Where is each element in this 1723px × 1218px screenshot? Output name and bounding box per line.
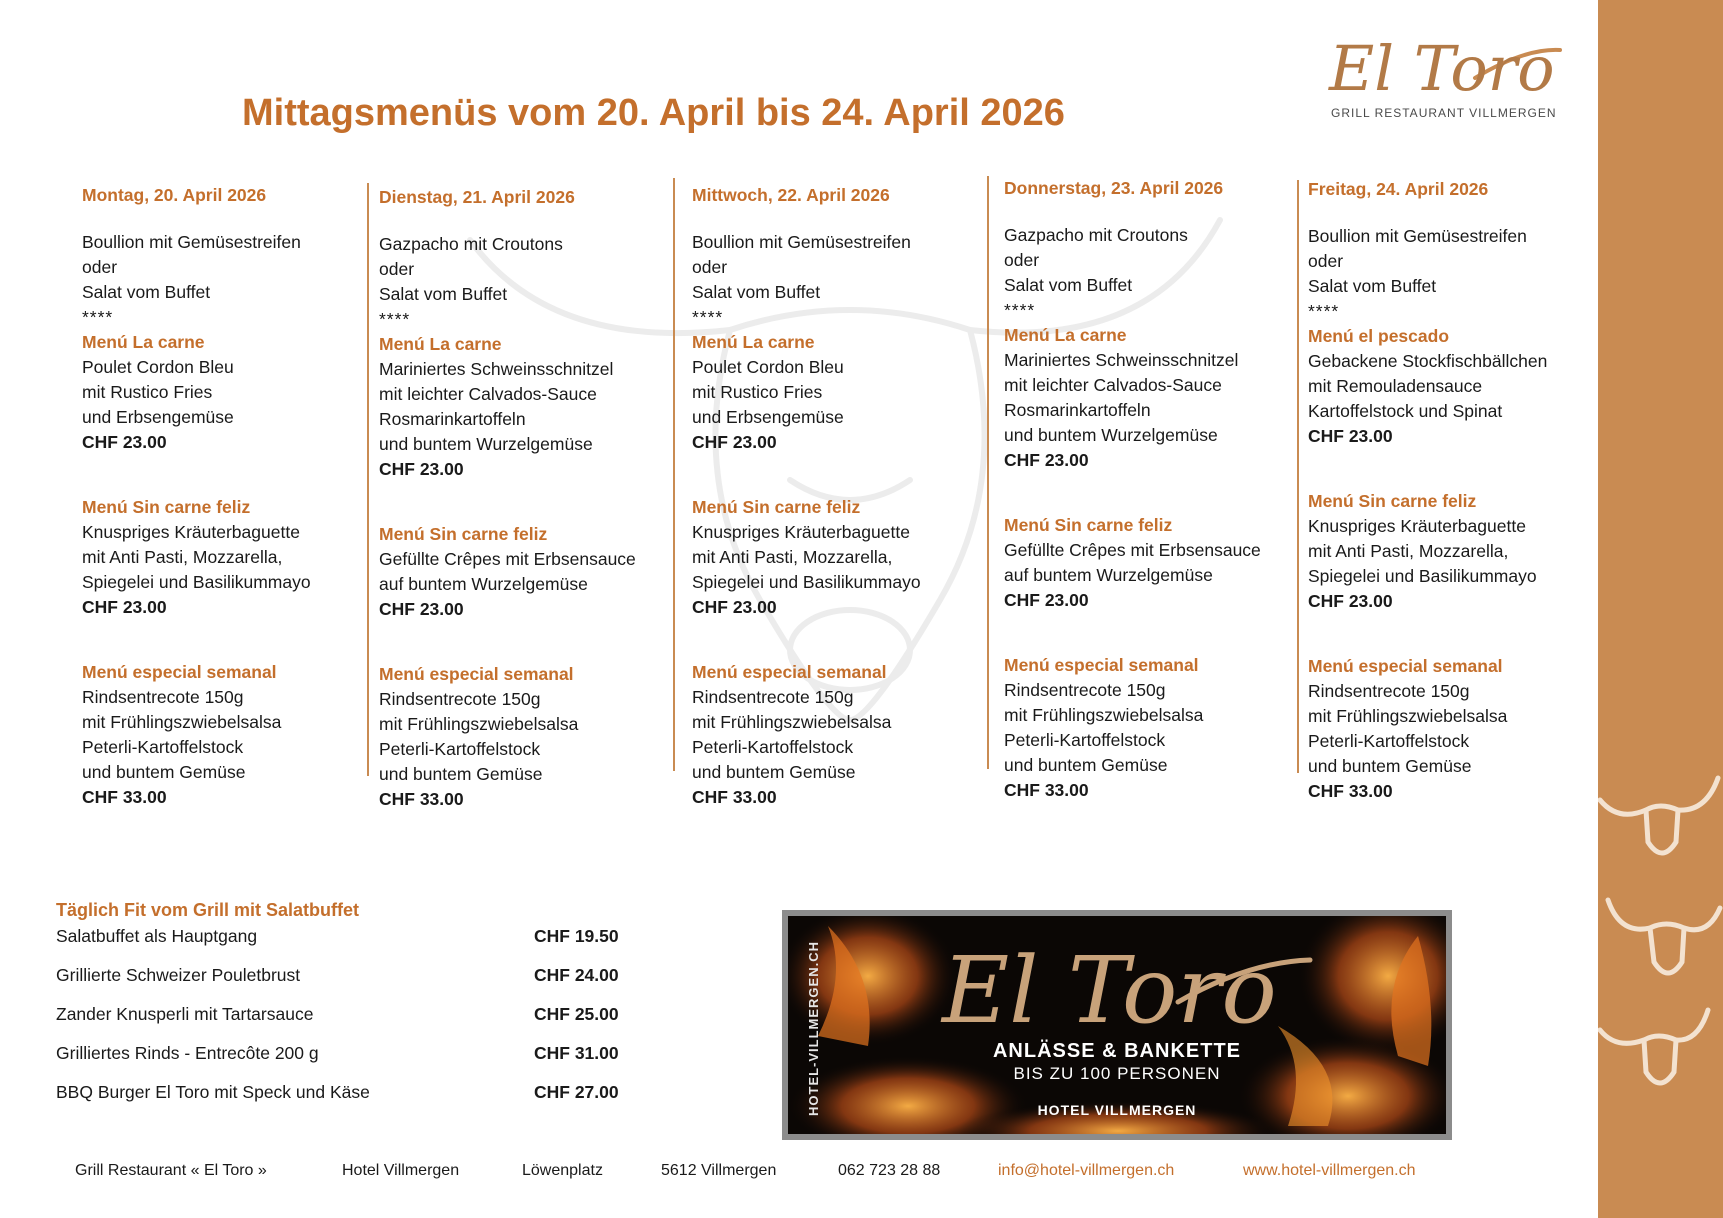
menu-line: mit Anti Pasti, Mozzarella, [1308,541,1509,561]
menu-line: mit Frühlingszwiebelsalsa [692,712,892,732]
menu-name: Menú el pescado [1308,326,1450,346]
column-divider [673,178,675,771]
menu-line: Spiegelei und Basilikummayo [692,572,921,592]
day-heading: Mittwoch, 22. April 2026 [692,185,890,205]
menu-line: Kartoffelstock und Spinat [1308,401,1503,421]
menu-line: mit Frühlingszwiebelsalsa [1308,706,1508,726]
banner-headline: ANLÄSSE & BANKETTE [992,1040,1241,1062]
menu-line: mit Remouladensauce [1308,376,1483,396]
menu-price: CHF 33.00 [692,787,777,807]
menu-line: Gefüllte Crêpes mit Erbsensauce [379,549,636,569]
svg-text:El Toro: El Toro [1329,32,1555,105]
menu-line: mit Frühlingszwiebelsalsa [1004,705,1204,725]
footer-email-link[interactable]: info@hotel-villmergen.ch [998,1162,1175,1179]
starter-line: Boullion mit Gemüsestreifen [692,232,911,252]
menu-line: Rindsentrecote 150g [379,689,541,709]
menu-line: Peterli-Kartoffelstock [1308,731,1470,751]
footer-web-link[interactable]: www.hotel-villmergen.ch [1243,1162,1416,1179]
menu-line: auf buntem Wurzelgemüse [379,574,588,594]
menu-line: Rindsentrecote 150g [1308,681,1470,701]
menu-line: Knuspriges Kräuterbaguette [82,522,300,542]
logo-subtitle: GRILL RESTAURANT VILLMERGEN [1331,106,1557,120]
fit-item-price: CHF 27.00 [534,1082,619,1102]
day-column-thursday [1004,176,1294,803]
logo-script [1325,28,1565,108]
column-divider [1297,180,1299,773]
banner-logo-script [938,922,1318,1042]
fit-item-label: BBQ Burger El Toro mit Speck und Käse [56,1082,370,1102]
menu-line: Peterli-Kartoffelstock [379,739,541,759]
starter-line: oder [379,259,415,279]
banner-website: HOTEL-VILLMERGEN.CH [806,941,821,1116]
course-separator: **** [1308,301,1340,321]
menu-price: CHF 23.00 [82,597,167,617]
spacer [1308,449,1598,489]
menu-price: CHF 23.00 [379,459,464,479]
spacer [1004,613,1294,653]
menu-line: Mariniertes Schweinsschnitzel [379,359,614,379]
fit-section-title: Täglich Fit vom Grill mit Salatbuffet [56,900,360,920]
menu-name: Menú Sin carne feliz [379,524,548,544]
menu-line: Gebackene Stockfischbällchen [1308,351,1548,371]
starter-line: Boullion mit Gemüsestreifen [82,232,301,252]
menu-price: CHF 23.00 [1004,450,1089,470]
spacer [1004,201,1294,223]
day-heading: Montag, 20. April 2026 [82,185,267,205]
starter-line: oder [82,257,118,277]
course-separator: **** [379,309,411,329]
menu-line: Peterli-Kartoffelstock [692,737,854,757]
starter-line: Salat vom Buffet [82,282,211,302]
fit-item-price: CHF 25.00 [534,1004,619,1024]
course-separator: **** [82,307,114,327]
day-column-friday [1308,177,1598,804]
menu-line: Peterli-Kartoffelstock [82,737,244,757]
menu-price: CHF 23.00 [82,432,167,452]
starter-line: Salat vom Buffet [1308,276,1437,296]
starter-line: Salat vom Buffet [692,282,821,302]
course-separator: **** [692,307,724,327]
menu-price: CHF 23.00 [692,432,777,452]
menu-line: und buntem Gemüse [379,764,543,784]
event-banner-image [788,916,1446,1134]
day-heading: Freitag, 24. April 2026 [1308,179,1489,199]
menu-name: Menú La carne [1004,325,1127,345]
menu-name: Menú especial semanal [82,662,277,682]
svg-text:El Toro: El Toro [942,937,1277,1042]
menu-name: Menú Sin carne feliz [1004,515,1173,535]
fit-item-label: Salatbuffet als Hauptgang [56,926,258,946]
spacer [379,482,669,522]
course-separator: **** [1004,300,1036,320]
menu-line: und buntem Gemüse [1308,756,1472,776]
fit-row [56,965,636,991]
spacer [82,620,372,660]
menu-line: Rosmarinkartoffeln [1004,400,1151,420]
menu-price: CHF 33.00 [82,787,167,807]
spacer [379,622,669,662]
banner-subline: BIS ZU 100 PERSONEN [1013,1064,1221,1083]
bull-head-icon [1598,760,1723,870]
fit-item-price: CHF 19.50 [534,926,619,946]
spacer [692,208,982,230]
menu-price: CHF 33.00 [379,789,464,809]
fit-item-price: CHF 31.00 [534,1043,619,1063]
menu-name: Menú La carne [379,334,502,354]
fit-row [56,1082,636,1108]
menu-line: mit Frühlingszwiebelsalsa [379,714,579,734]
spacer [82,208,372,230]
menu-line: Rindsentrecote 150g [1004,680,1166,700]
fit-row [56,1043,636,1069]
menu-name: Menú Sin carne feliz [82,497,251,517]
menu-line: mit Anti Pasti, Mozzarella, [692,547,893,567]
bull-head-icon [1598,880,1723,990]
menu-name: Menú especial semanal [1308,656,1503,676]
footer-restaurant: Grill Restaurant « El Toro » [75,1162,267,1179]
menu-name: Menú Sin carne feliz [1308,491,1477,511]
menu-line: Mariniertes Schweinsschnitzel [1004,350,1239,370]
menu-name: Menú especial semanal [379,664,574,684]
menu-line: mit Anti Pasti, Mozzarella, [82,547,283,567]
menu-line: mit Rustico Fries [82,382,213,402]
starter-line: Boullion mit Gemüsestreifen [1308,226,1527,246]
starter-line: oder [1308,251,1344,271]
menu-line: mit leichter Calvados-Sauce [379,384,597,404]
menu-line: und buntem Wurzelgemüse [379,434,593,454]
menu-line: Peterli-Kartoffelstock [1004,730,1166,750]
menu-line: und Erbsengemüse [82,407,234,427]
fit-item-price: CHF 24.00 [534,965,619,985]
spacer [82,455,372,495]
footer-street: Löwenplatz [522,1162,603,1179]
menu-line: Rindsentrecote 150g [692,687,854,707]
starter-line: oder [1004,250,1040,270]
menu-price: CHF 33.00 [1308,781,1393,801]
fit-item-label: Grilliertes Rinds - Entrecôte 200 g [56,1043,319,1063]
menu-line: und buntem Gemüse [692,762,856,782]
spacer [1004,473,1294,513]
footer-phone: 062 723 28 88 [838,1162,941,1179]
starter-line: Gazpacho mit Croutons [1004,225,1188,245]
menu-line: Spiegelei und Basilikummayo [1308,566,1537,586]
menu-price: CHF 23.00 [692,597,777,617]
fit-item-label: Grillierte Schweizer Pouletbrust [56,965,301,985]
spacer [1308,202,1598,224]
footer-city: 5612 Villmergen [661,1162,777,1179]
fit-row [56,1004,636,1030]
menu-name: Menú especial semanal [692,662,887,682]
spacer [379,210,669,232]
menu-line: auf buntem Wurzelgemüse [1004,565,1213,585]
starter-line: Gazpacho mit Croutons [379,234,563,254]
menu-line: Knuspriges Kräuterbaguette [1308,516,1526,536]
menu-name: Menú especial semanal [1004,655,1199,675]
menu-line: und buntem Gemüse [1004,755,1168,775]
menu-name: Menú La carne [692,332,815,352]
menu-price: CHF 33.00 [1004,780,1089,800]
spacer [692,620,982,660]
menu-line: mit Rustico Fries [692,382,823,402]
day-heading: Dienstag, 21. April 2026 [379,187,575,207]
menu-price: CHF 23.00 [1004,590,1089,610]
menu-price: CHF 23.00 [1308,426,1393,446]
menu-line: mit leichter Calvados-Sauce [1004,375,1222,395]
logo [1325,28,1565,128]
menu-price: CHF 23.00 [1308,591,1393,611]
day-column-monday [82,183,372,810]
side-band [1598,0,1723,1218]
starter-line: Salat vom Buffet [1004,275,1133,295]
menu-line: und Erbsengemüse [692,407,844,427]
event-banner [782,910,1452,1140]
day-column-tuesday [379,185,669,812]
starter-line: oder [692,257,728,277]
day-column-wednesday [692,183,982,810]
menu-name: Menú Sin carne feliz [692,497,861,517]
day-heading: Donnerstag, 23. April 2026 [1004,178,1224,198]
menu-line: Rosmarinkartoffeln [379,409,526,429]
fit-row [56,926,636,952]
menu-line: Poulet Cordon Bleu [82,357,234,377]
menu-line: Rindsentrecote 150g [82,687,244,707]
spacer [692,455,982,495]
menu-line: und buntem Gemüse [82,762,246,782]
menu-price: CHF 23.00 [379,599,464,619]
menu-line: Gefüllte Crêpes mit Erbsensauce [1004,540,1261,560]
menu-line: und buntem Wurzelgemüse [1004,425,1218,445]
banner-hotel-name: HOTEL VILLMERGEN [1037,1102,1197,1118]
menu-line: mit Frühlingszwiebelsalsa [82,712,282,732]
spacer [1308,614,1598,654]
footer-hotel: Hotel Villmergen [342,1162,460,1179]
starter-line: Salat vom Buffet [379,284,508,304]
column-divider [987,176,989,769]
menu-line: Spiegelei und Basilikummayo [82,572,311,592]
fit-item-label: Zander Knusperli mit Tartarsauce [56,1004,314,1024]
menu-name: Menú La carne [82,332,205,352]
menu-line: Poulet Cordon Bleu [692,357,844,377]
menu-line: Knuspriges Kräuterbaguette [692,522,910,542]
bull-head-icon [1598,990,1723,1100]
page-title: Mittagsmenüs vom 20. April bis 24. April 2026 [242,92,1065,134]
